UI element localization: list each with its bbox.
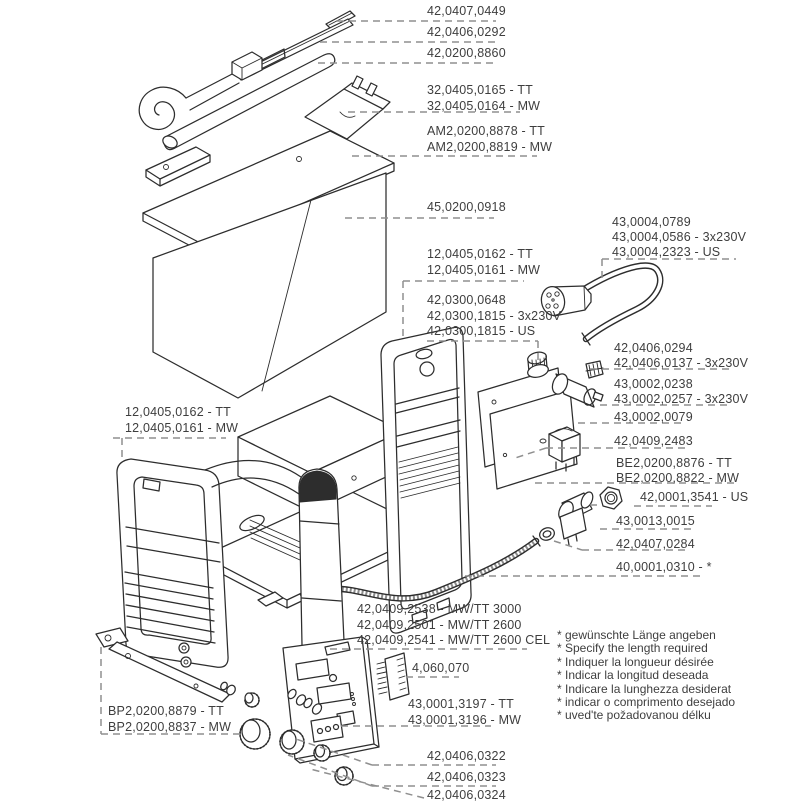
- part-number: 12,0405,0162 - TT: [427, 247, 534, 261]
- part-number: 42,0407,0449: [427, 4, 506, 18]
- label-12-0405-right: [427, 247, 540, 278]
- label-42-0406-0324: [427, 788, 506, 804]
- part-number: 43,0013,0015: [616, 514, 695, 528]
- bottom-rail-plate: [96, 628, 128, 647]
- part-number: 42,0409,2541 - MW/TT 2600 CEL: [357, 633, 551, 647]
- footnote-fr: * Indiquer la longueur désirée: [557, 654, 714, 669]
- part-number: 42,0200,8860: [427, 46, 506, 60]
- label-42-0407-0284: [616, 537, 695, 553]
- label-42-0407-0449: [427, 4, 506, 20]
- label-42-0406-0294: [614, 341, 748, 371]
- label-42-0406-0323: [427, 770, 506, 786]
- part-number: BE2,0200,8822 - MW: [616, 471, 740, 485]
- footnote-de: * gewünschte Länge angeben: [557, 628, 716, 642]
- part-number: 42,0409,2483: [614, 434, 693, 448]
- label-43-0002-0238: [614, 377, 748, 407]
- part-number: 42,0300,0648: [427, 293, 506, 307]
- label-42-0409-25xx: [357, 602, 550, 649]
- part-number: 32,0405,0164 - MW: [427, 98, 541, 113]
- label-42-0001-3541: [640, 490, 748, 506]
- part-number: 43,0001,3197 - TT: [408, 697, 515, 711]
- part-number: BP2,0200,8837 - MW: [108, 719, 232, 734]
- part-number: 42,0406,0323: [427, 770, 506, 784]
- label-42-0406-0322: [427, 749, 506, 765]
- label-43-0001: [408, 697, 521, 728]
- part-number: 40,0001,0310 - *: [616, 560, 712, 574]
- label-32-0405: [427, 83, 540, 114]
- label-42-0409-2483: [614, 434, 693, 450]
- part-number: 45,0200,0918: [427, 200, 506, 214]
- footnote-es: * Indicar la longitud deseada: [557, 668, 709, 683]
- footnote-en: * Specify the length required: [557, 641, 708, 656]
- part-number: 42,0001,3541 - US: [640, 490, 749, 504]
- part-number: 43,0004,0586 - 3x230V: [612, 230, 747, 244]
- part-number: 43,0004,0789: [612, 215, 691, 229]
- dinse-socket: [556, 490, 595, 545]
- label-bp2-0200: [108, 704, 231, 735]
- part-number: 42,0406,0292: [427, 25, 506, 39]
- label-4-060-070: [412, 661, 469, 677]
- part-number: BE2,0200,8876 - TT: [616, 456, 732, 470]
- label-am2-0200: [427, 124, 552, 155]
- part-number: 12,0405,0161 - MW: [125, 420, 239, 435]
- handle-bracket-left: [146, 147, 210, 186]
- length-footnotes: [557, 629, 735, 723]
- part-number: 43,0002,0257 - 3x230V: [614, 392, 749, 406]
- label-45-0200-0918: [427, 200, 506, 216]
- part-number: 43,0001,3196 - MW: [408, 712, 522, 727]
- label-43-0002-0079: [614, 410, 693, 426]
- label-be2-0200: [616, 456, 739, 486]
- part-number: AM2,0200,8819 - MW: [427, 139, 553, 154]
- sealing-ring: [538, 526, 556, 542]
- part-number: 43,0002,0079: [614, 410, 693, 424]
- part-number: 32,0405,0165 - TT: [427, 83, 534, 97]
- label-42-0406-0292: [427, 25, 506, 41]
- part-number: AM2,0200,8878 - TT: [427, 124, 546, 138]
- part-number: 43,0004,2323 - US: [612, 245, 721, 259]
- label-12-0405-left: [125, 405, 238, 436]
- label-42-0200-8860: [427, 46, 506, 62]
- part-number: 42,0406,0137 - 3x230V: [614, 356, 749, 370]
- dinse-hex-nut: [600, 487, 622, 509]
- part-number: 42,0300,1815 - US: [427, 324, 536, 338]
- part-number: 4,060,070: [412, 661, 470, 675]
- part-number: 12,0405,0161 - MW: [427, 262, 541, 277]
- label-40-0001-0310: [616, 560, 712, 576]
- part-number: 42,0409,2538 - MW/TT 3000: [357, 602, 522, 616]
- part-number: 42,0300,1815 - 3x230V: [427, 308, 562, 323]
- part-number: 42,0407,0284: [616, 537, 695, 551]
- footnote-cz: * uved'te požadovanou délku: [557, 708, 711, 723]
- handle-bracket-right: [305, 76, 390, 139]
- part-number: 42,0406,0324: [427, 788, 506, 802]
- part-number: 42,0406,0294: [614, 341, 693, 355]
- part-number: 42,0409,2501 - MW/TT 2600: [357, 617, 522, 632]
- rear-frame: [381, 327, 471, 633]
- label-43-0004: [612, 215, 746, 260]
- part-number: 42,0406,0322: [427, 749, 506, 763]
- footnote-it: * Indicare la lunghezza desiderat: [557, 681, 732, 696]
- label-42-0300: [427, 293, 561, 340]
- part-number: 12,0405,0162 - TT: [125, 405, 232, 419]
- footnote-pt: * indicar o comprimento desejado: [557, 695, 736, 710]
- part-number: BP2,0200,8879 - TT: [108, 704, 224, 718]
- part-number: 43,0002,0238: [614, 377, 693, 391]
- label-43-0013-0015: [616, 514, 695, 530]
- ribbon-connector: [377, 653, 409, 700]
